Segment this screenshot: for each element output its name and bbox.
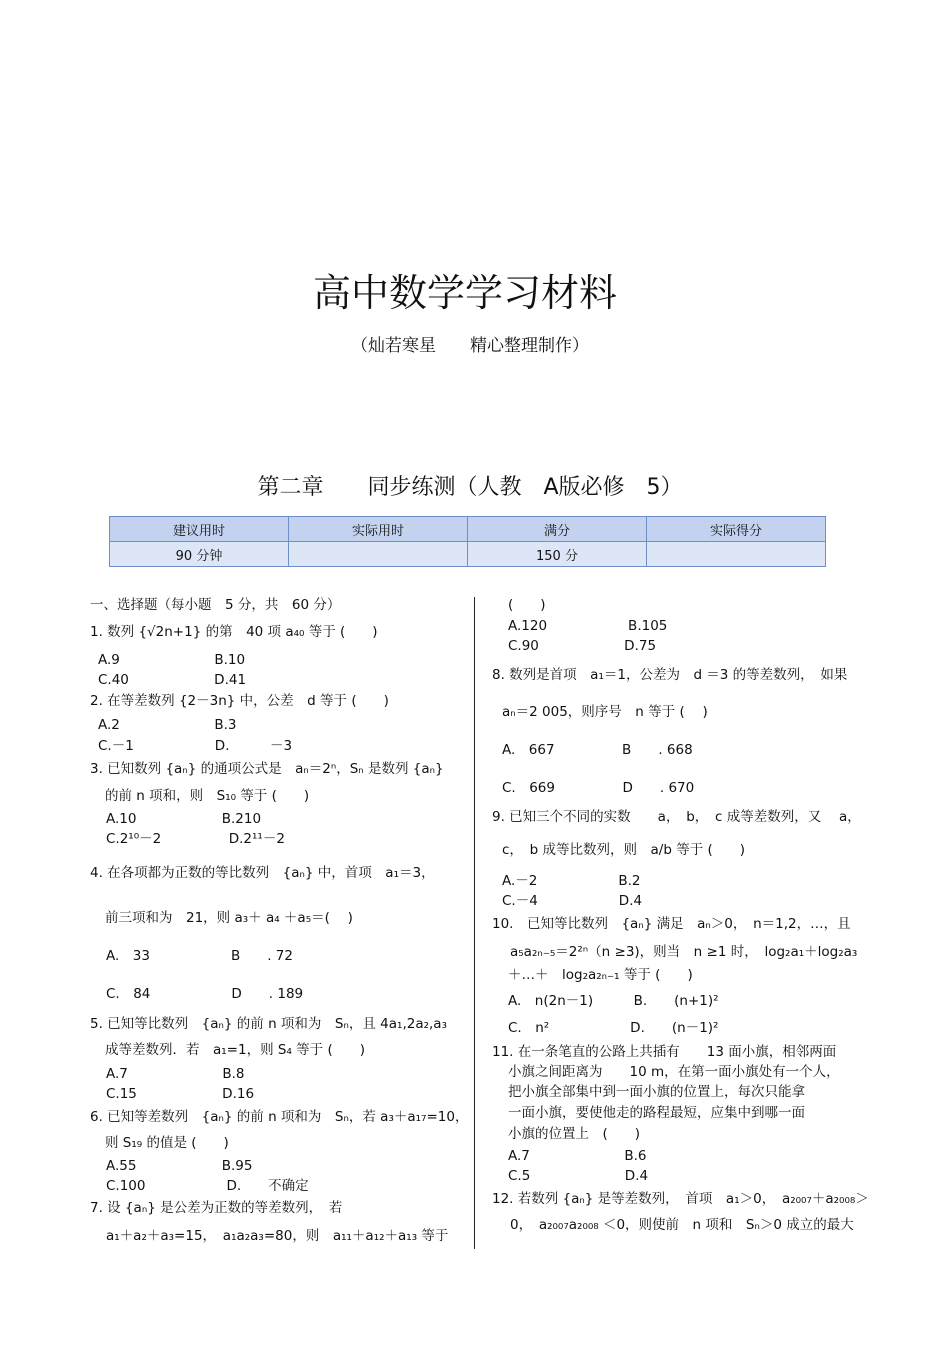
right-line: C.5 D.4 bbox=[508, 1168, 649, 1184]
left-line: C.－1 D. －3 bbox=[98, 738, 293, 754]
table-header-row bbox=[110, 517, 826, 542]
right-line: 9. 已知三个不同的实数 a， b， c 成等差数列，又 a， bbox=[492, 809, 861, 825]
right-line: A. 667 B . 668 bbox=[502, 742, 693, 758]
right-line: 把小旗全部集中到一面小旗的位置上，每次只能拿 bbox=[508, 1084, 805, 1100]
left-line: 成等差数列．若 a₁=1，则 S₄ 等于 ( ) bbox=[105, 1042, 365, 1058]
right-line: 一面小旗，要使他走的路程最短，应集中到哪一面 bbox=[508, 1105, 805, 1121]
right-line: ＋…＋ log₂a₂ₙ₋₁ 等于 ( ) bbox=[508, 967, 693, 983]
right-line: c， b 成等比数列，则 a/b 等于 ( ) bbox=[502, 842, 746, 858]
left-line: A.9 B.10 bbox=[98, 652, 246, 668]
left-line: C. 84 D . 189 bbox=[106, 986, 304, 1002]
left-line: 2. 在等差数列 {2－3n} 中，公差 d 等于 ( ) bbox=[90, 693, 389, 709]
left-line: A.7 B.8 bbox=[106, 1066, 245, 1082]
header-suggested-time: 建议用时 bbox=[110, 517, 289, 542]
left-line: C.100 D. 不确定 bbox=[106, 1178, 309, 1194]
left-line: C.15 D.16 bbox=[106, 1086, 255, 1102]
page-subtitle: （灿若寒星 精心整理制作） bbox=[351, 336, 589, 356]
right-line: C.－4 D.4 bbox=[502, 893, 643, 909]
right-line: A.7 B.6 bbox=[508, 1148, 647, 1164]
left-line: A. 33 B . 72 bbox=[106, 948, 293, 964]
right-line: 0， a₂₀₀₇a₂₀₀₈ ＜0，则使前 n 项和 Sₙ＞0 成立的最大 bbox=[510, 1217, 854, 1233]
left-line: C.40 D.41 bbox=[98, 672, 247, 688]
left-line: 前三项和为 21，则 a₃＋ a₄ ＋a₅＝( ) bbox=[105, 910, 353, 926]
left-line: 5. 已知等比数列 {aₙ} 的前 n 项和为 Sₙ，且 4a₁,2a₂,a₃ bbox=[90, 1016, 447, 1032]
right-line: ( ) bbox=[508, 597, 546, 613]
time-score-table bbox=[109, 516, 826, 567]
right-line: 11. 在一条笔直的公路上共插有 13 面小旗，相邻两面 bbox=[492, 1044, 837, 1060]
left-line: A.2 B.3 bbox=[98, 717, 237, 733]
right-line: aₙ＝2 005，则序号 n 等于 ( ) bbox=[502, 704, 708, 720]
right-line: a₅a₂ₙ₋₅＝2²ⁿ（n ≥3)，则当 n ≥1 时， log₂a₁＋log₂a₃ bbox=[510, 944, 858, 960]
right-line: A. n(2n－1) B. (n+1)² bbox=[508, 993, 719, 1009]
left-line: 7. 设 {aₙ} 是公差为正数的等差数列， 若 bbox=[90, 1200, 343, 1216]
left-line: 6. 已知等差数列 {aₙ} 的前 n 项和为 Sₙ，若 a₃＋a₁₇=10， bbox=[90, 1109, 469, 1125]
page-title: 高中数学学习材料 bbox=[312, 271, 617, 315]
value-full-score: 150 分 bbox=[468, 542, 647, 567]
right-line: C.90 D.75 bbox=[508, 638, 657, 654]
left-line: 一、选择题（每小题 5 分，共 60 分） bbox=[90, 597, 341, 613]
right-line: 12. 若数列 {aₙ} 是等差数列， 首项 a₁＞0， a₂₀₀₇＋a₂₀₀₈＞ bbox=[492, 1191, 869, 1207]
left-line: 则 S₁₉ 的值是 ( ) bbox=[105, 1135, 229, 1151]
value-actual-time bbox=[289, 542, 468, 567]
right-line: 8. 数列是首项 a₁＝1，公差为 d ＝3 的等差数列， 如果 bbox=[492, 667, 848, 683]
right-line: 小旗的位置上 ( ) bbox=[508, 1126, 641, 1142]
left-line: 4. 在各项都为正数的等比数列 {aₙ} 中，首项 a₁＝3， bbox=[90, 865, 435, 881]
table-value-row bbox=[110, 542, 826, 567]
left-line: A.55 B.95 bbox=[106, 1158, 253, 1174]
right-line: C. n² D. (n－1)² bbox=[508, 1020, 719, 1036]
left-line: a₁＋a₂＋a₃=15， a₁a₂a₃=80，则 a₁₁＋a₁₂＋a₁₃ 等于 bbox=[106, 1228, 449, 1244]
left-line: 1. 数列 {√2n+1} 的第 40 项 a₄₀ 等于 ( ) bbox=[90, 624, 378, 640]
right-line: A.120 B.105 bbox=[508, 618, 668, 634]
value-actual-score bbox=[647, 542, 826, 567]
left-line: 的前 n 项和，则 S₁₀ 等于 ( ) bbox=[105, 788, 310, 804]
chapter-heading: 第二章 同步练测（人教 A版必修 5） bbox=[257, 475, 683, 500]
right-line: 小旗之间距离为 10 m，在第一面小旗处有一个人， bbox=[508, 1064, 840, 1080]
header-actual-time: 实际用时 bbox=[289, 517, 468, 542]
column-divider bbox=[474, 597, 475, 1249]
left-line: 3. 已知数列 {aₙ} 的通项公式是 aₙ＝2ⁿ，Sₙ 是数列 {aₙ} bbox=[90, 761, 444, 777]
left-line: C.2¹⁰－2 D.2¹¹－2 bbox=[106, 831, 285, 847]
value-suggested-time: 90 分钟 bbox=[110, 542, 289, 567]
header-actual-score: 实际得分 bbox=[647, 517, 826, 542]
right-line: C. 669 D . 670 bbox=[502, 780, 695, 796]
right-line: 10. 已知等比数列 {aₙ} 满足 aₙ＞0， n＝1,2，…，且 bbox=[492, 916, 851, 932]
left-line: A.10 B.210 bbox=[106, 811, 262, 827]
header-full-score: 满分 bbox=[468, 517, 647, 542]
right-line: A.－2 B.2 bbox=[502, 873, 641, 889]
